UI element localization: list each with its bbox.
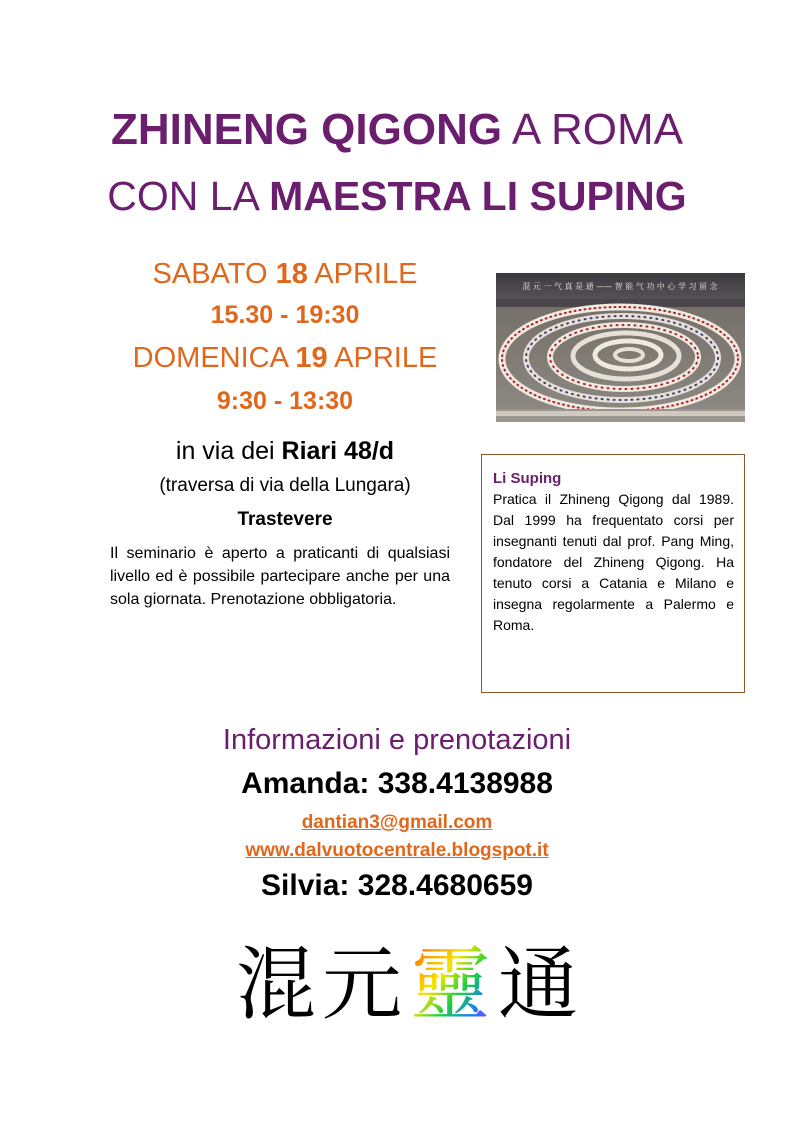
- contacts-heading: Informazioni e prenotazioni: [222, 724, 572, 756]
- venue-prefix: in via dei: [175, 437, 282, 465]
- contact-amanda: Amanda: 338.4138988: [241, 767, 553, 800]
- title-rest: A ROMA: [502, 105, 684, 154]
- contact-silvia: Silvia: 328.4680659: [261, 869, 533, 902]
- photo-banner-text: 混 元 一 气 真 是 通 —— 智 能 气 功 中 心 学 习 留 念: [522, 282, 718, 291]
- title2-prefix: CON LA: [107, 173, 270, 219]
- logo-char-1: 混: [236, 940, 316, 1024]
- logo-char-2: 元: [322, 940, 402, 1024]
- day2-date: [100, 340, 470, 376]
- blog-link[interactable]: www.dalvuotocentrale.blogspot.it: [245, 840, 549, 861]
- bio-text: Pratica il Zhineng Qigong dal 1989. Dal 1999 ha frequentato corsi per insegnanti tenuti dal prof. Pang Ming, fondatore del Zhineng Qigong. Ha tenuto corsi a Catania e Milano e insegna regolarmente a Palermo e Roma.: [493, 491, 734, 633]
- email-link[interactable]: dantian3@gmail.com: [301, 812, 493, 833]
- venue-note: (traversa di via della Lungara): [159, 475, 411, 496]
- calligraphy-logo: [236, 940, 586, 1024]
- venue-address-bold: Riari 48/d: [281, 437, 395, 465]
- logo-char-3: 靈: [410, 940, 490, 1024]
- day1-date: [100, 256, 470, 292]
- seminar-description: Il seminario è aperto a praticanti di qualsiasi livello ed è possibile partecipare anche per una sola giornata. Prenotazione obbligatoria.: [110, 545, 450, 608]
- title-line-2: [0, 170, 794, 222]
- day1-suffix: APRILE: [307, 258, 418, 290]
- title-bold: ZHINENG QIGONG: [110, 105, 503, 154]
- day2-num: 19: [295, 342, 328, 374]
- logo-char-4: 通: [498, 940, 578, 1024]
- bio-box: [481, 454, 745, 693]
- bio-name: Li Suping: [493, 470, 562, 487]
- title-line-1: [0, 102, 794, 158]
- venue-district: Trastevere: [237, 509, 333, 530]
- day1-num: 18: [275, 258, 308, 290]
- day2-suffix: APRILE: [327, 342, 438, 374]
- venue-address: [100, 434, 470, 468]
- title2-bold: MAESTRA LI SUPING: [269, 173, 687, 219]
- spiral-crowd-photo: [496, 273, 745, 422]
- day2-time: 9:30 - 13:30: [216, 387, 354, 415]
- day2-prefix: DOMENICA: [132, 342, 296, 374]
- day1-time: 15.30 - 19:30: [210, 301, 360, 329]
- day1-prefix: SABATO: [152, 258, 276, 290]
